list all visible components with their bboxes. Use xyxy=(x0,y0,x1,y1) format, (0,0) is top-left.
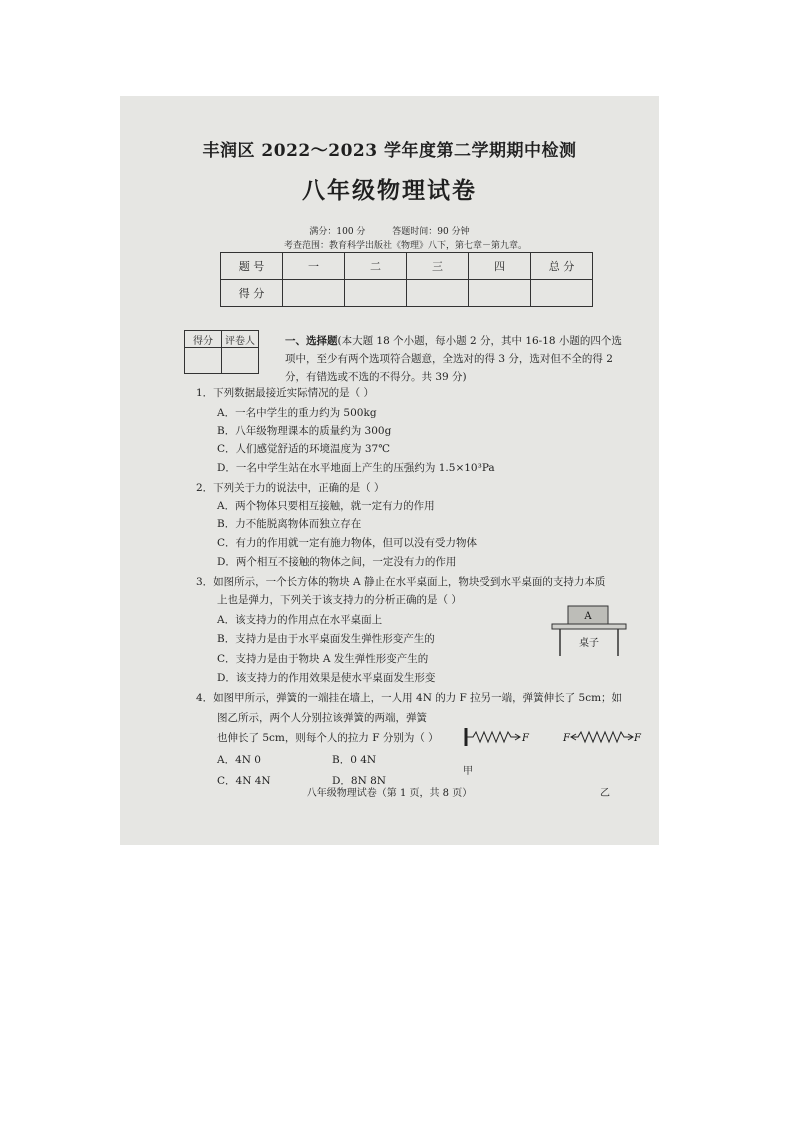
score-header-cell: 一 xyxy=(283,253,345,280)
grader-box xyxy=(184,330,259,374)
score-row-label: 得 分 xyxy=(221,280,283,307)
score-table xyxy=(220,252,593,307)
q4-option-c: C．4N 4N xyxy=(217,775,271,787)
score-cell xyxy=(469,280,531,307)
score-header-cell: 题 号 xyxy=(221,253,283,280)
section1-instructions xyxy=(285,332,643,386)
q4-stem-line1: 4．如图甲所示，弹簧的一端挂在墙上，一人用 4N 的力 F 拉另一端，弹簧伸长了 5cm；如 xyxy=(196,692,623,704)
full-score: 满分：100 分 xyxy=(309,227,366,237)
block-a-label: A xyxy=(584,611,592,622)
table-label: 桌子 xyxy=(579,638,599,649)
q2-option-d: D．两个相互不接触的物体之间，一定没有力的作用 xyxy=(217,556,457,568)
exam-scope: 考查范围：教育科学出版社《物理》八下，第七章－第九章。 xyxy=(284,241,528,251)
q4-stem-line3: 也伸长了 5cm，则每个人的拉力 F 分别为（ ） xyxy=(217,732,439,744)
score-table-value-row xyxy=(221,280,593,307)
force-label-left: F xyxy=(563,733,570,744)
section1-desc3: 分，有错选或不选的不得分。共 39 分) xyxy=(285,371,467,383)
figure-label-yi: 乙 xyxy=(600,788,610,799)
spring-figure-jia xyxy=(463,726,533,748)
q1-option-a: A．一名中学生的重力约为 500kg xyxy=(217,407,377,419)
spring-coil xyxy=(467,732,519,742)
section1-desc1: (本大题 18 个小题，每小题 2 分，其中 16-18 小题的四个选 xyxy=(337,335,622,347)
force-label: F xyxy=(522,733,529,744)
q2-option-a: A．两个物体只要相互接触，就一定有力的作用 xyxy=(217,500,435,512)
grader-name-label: 评卷人 xyxy=(222,331,259,348)
page-footer: 八年级物理试卷（第 1 页，共 8 页） xyxy=(306,788,473,799)
grader-score-cell xyxy=(185,348,222,374)
score-header-cell: 二 xyxy=(345,253,407,280)
q1-option-c: C．人们感觉舒适的环境温度为 37℃ xyxy=(217,443,390,455)
score-cell xyxy=(407,280,469,307)
exam-title-line2: 八年级物理试卷 xyxy=(302,177,477,204)
q3-stem-line2: 上也是弹力，下列关于该支持力的分析正确的是（ ） xyxy=(217,594,462,606)
q4-option-b: B．0 4N xyxy=(332,754,377,766)
q3-option-b: B．支持力是由于水平桌面发生弹性形变产生的 xyxy=(217,633,435,645)
q4-stem-line2: 图乙所示，两个人分别拉该弹簧的两端，弹簧 xyxy=(217,712,427,724)
exam-title-line1: 丰润区 2022～2023 学年度第二学期期中检测 xyxy=(202,141,577,161)
grader-name-cell xyxy=(222,348,259,374)
exam-time: 答题时间：90 分钟 xyxy=(392,227,470,237)
score-cell xyxy=(531,280,593,307)
exam-paper xyxy=(120,96,659,845)
score-cell xyxy=(345,280,407,307)
spring-coil xyxy=(571,732,632,742)
score-cell xyxy=(283,280,345,307)
q4-option-d: D．8N 8N xyxy=(332,775,386,787)
table-top xyxy=(552,624,626,629)
score-table-header-row xyxy=(221,253,593,280)
spring-figure-yi xyxy=(562,726,642,748)
section1-title: 一、选择题 xyxy=(285,335,338,347)
score-header-cell: 四 xyxy=(469,253,531,280)
q3-table-figure xyxy=(550,604,628,656)
grader-score-label: 得分 xyxy=(185,331,222,348)
figure-label-jia: 甲 xyxy=(463,766,473,777)
q3-option-d: D．该支持力的作用效果是使水平桌面发生形变 xyxy=(217,672,436,684)
q3-option-c: C．支持力是由于物块 A 发生弹性形变产生的 xyxy=(217,653,429,665)
section1-desc2: 项中，至少有两个选项符合题意，全选对的得 3 分，选对但不全的得 2 xyxy=(285,353,613,365)
q2-stem: 2．下列关于力的说法中，正确的是（ ） xyxy=(196,482,385,494)
q1-option-b: B．八年级物理课本的质量约为 300g xyxy=(217,425,392,437)
q1-stem: 1．下列数据最接近实际情况的是（ ） xyxy=(196,387,375,399)
score-header-cell: 总 分 xyxy=(531,253,593,280)
force-label-right: F xyxy=(634,733,641,744)
q3-stem-line1: 3．如图所示，一个长方体的物块 A 静止在水平桌面上，物块受到水平桌面的支持力本质 xyxy=(196,576,606,588)
q4-option-a: A．4N 0 xyxy=(217,754,261,766)
score-header-cell: 三 xyxy=(407,253,469,280)
exam-meta xyxy=(120,224,659,237)
q2-option-b: B．力不能脱离物体而独立存在 xyxy=(217,518,362,530)
q2-option-c: C．有力的作用就一定有施力物体，但可以没有受力物体 xyxy=(217,537,478,549)
q1-option-d: D．一名中学生站在水平地面上产生的压强约为 1.5×10³Pa xyxy=(217,462,495,474)
q3-option-a: A．该支持力的作用点在水平桌面上 xyxy=(217,614,383,626)
